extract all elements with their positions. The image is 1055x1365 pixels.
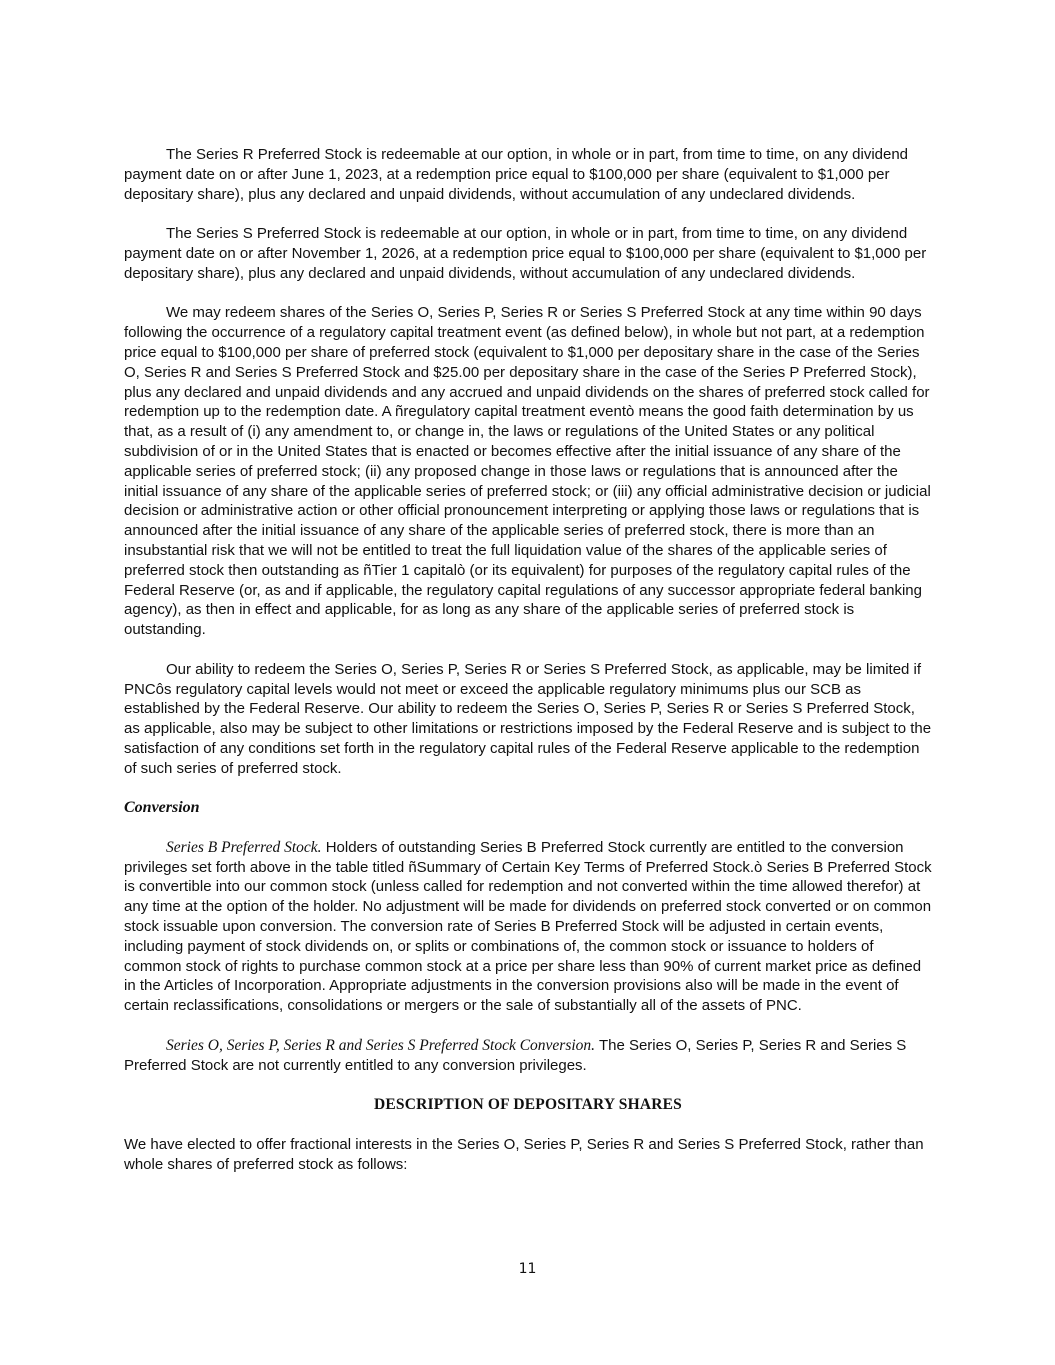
paragraph-series-b-conversion — [124, 838, 932, 1016]
series-b-body: Holders of outstanding Series B Preferred Stock currently are entitled to the conversion privileges set forth above in the table titled ñSummary of Certain Key Terms of Preferred Stock.ò Series B Preferred Stock is convertible into our common stock (unless called for redemption and not converted within the time allowed therefor) at any time at the option of the holder. No adjustment will be made for dividends on preferred stock converted or on common stock issuable upon conversion. The conversion rate of Series B Preferred Stock will be adjusted in certain events, including payment of stock dividends on, or splits or combinations of, the common stock or issuance to holders of common stock of rights to purchase common stock at a price per share less than 90% of current market price as defined in the Articles of Incorporation. Appropriate adjustments in the conversion provisions also will be made in the event of certain reclassifications, consolidations or mergers or the sale of substantially all of the assets of PNC. — [124, 838, 932, 1015]
paragraph-series-s-redemption: The Series S Preferred Stock is redeemable at our option, in whole or in part, from time to time, on any dividend payment date on or after November 1, 2026, at a redemption price equal to $100,000 per share (equivalent to $1,000 per depositary share), plus any declared and unpaid dividends, without accumulation of any undeclared dividends. — [124, 225, 927, 282]
series-b-lead-in: Series B Preferred Stock. — [166, 838, 322, 856]
series-oprs-body: The Series O, Series P, Series R and Series S Preferred Stock are not currently entitled to any conversion privileges. — [124, 1036, 907, 1074]
paragraph-regulatory-capital-event: We may redeem shares of the Series O, Series P, Series R or Series S Preferred Stock at any time within 90 days following the occurrence of a regulatory capital treatment event (as defined below), in whole but not part, at a redemption price equal to $100,000 per share of preferred stock (equivalent to $1,000 per depositary share in the case of the Series O, Series R and Series S Preferred Stock and $25.00 per depositary share in the case of the Series P Preferred Stock), plus any declared and unpaid dividends and any accrued and unpaid dividends on the shares of preferred stock called for redemption up to the redemption date. A ñregulatory capital treatment eventò means the good faith determination by us that, as a result of (i) any amendment to, or change in, the laws or regulations of the United States or any political subdivision of or in the United States that is enacted or becomes effective after the initial issuance of any share of the applicable series of preferred stock; (ii) any proposed change in those laws or regulations that is announced after the initial issuance of any share of the applicable series of preferred stock; or (iii) any official administrative decision or judicial decision or administrative action or other official pronouncement interpreting or applying those laws or regulations that is announced after the initial issuance of any share of the applicable series of preferred stock, there is more than an insubstantial risk that we will not be entitled to treat the full liquidation value of the shares of the applicable series of preferred stock then outstanding as ñTier 1 capitalò (or its equivalent) for purposes of the regulatory capital rules of the Federal Reserve (or, as and if applicable, the regulatory capital regulations of any successor appropriate federal banking agency), as then in effect and applicable, for as long as any share of the applicable series of preferred stock is outstanding. — [124, 304, 931, 639]
paragraph-fractional-interests: We have elected to offer fractional interests in the Series O, Series P, Series R and Series S Preferred Stock, rather than whole shares of preferred stock as follows: — [124, 1135, 924, 1173]
section-heading-depositary-shares: DESCRIPTION OF DEPOSITARY SHARES — [373, 1096, 682, 1114]
document-page — [124, 145, 932, 1194]
page-number: 11 — [518, 1261, 537, 1277]
section-heading-conversion: Conversion — [124, 799, 200, 817]
paragraph-series-r-redemption: The Series R Preferred Stock is redeemable at our option, in whole or in part, from time to time, on any dividend payment date on or after June 1, 2023, at a redemption price equal to $100,000 per share (equivalent to $1,000 per depositary share), plus any declared and unpaid dividends, without accumulation of any undeclared dividends. — [124, 146, 909, 203]
paragraph-series-oprs-conversion — [124, 1036, 932, 1076]
series-oprs-lead-in: Series O, Series P, Series R and Series S Preferred Stock Conversion. — [166, 1036, 596, 1054]
paragraph-ability-to-redeem: Our ability to redeem the Series O, Series P, Series R or Series S Preferred Stock, as applicable, may be limited if PNCôs regulatory capital levels would not meet or exceed the applicable regulatory minimums plus our SCB as established by the Federal Reserve. Our ability to redeem the Series O, Series P, Series R or Series S Preferred Stock, as applicable, also may be subject to other limitations or restrictions imposed by the Federal Reserve and is subject to the satisfaction of any conditions set forth in the regulatory capital rules of the Federal Reserve applicable to the redemption of such series of preferred stock. — [124, 660, 932, 777]
